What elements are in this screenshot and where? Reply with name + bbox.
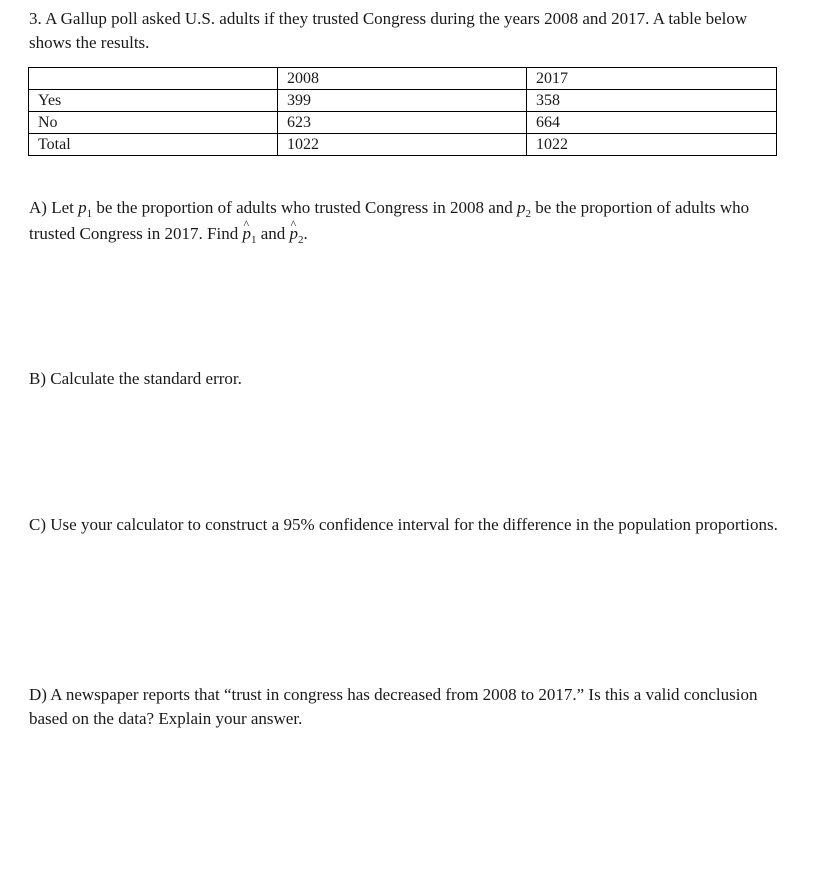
question-a-text: and: [256, 224, 290, 243]
header-cell-empty: [29, 68, 278, 90]
p1-hat-symbol: [242, 224, 257, 246]
p-letter: p: [517, 198, 526, 217]
table-cell: 1022: [527, 134, 777, 156]
table-cell: 623: [278, 112, 527, 134]
table-row-no: [29, 112, 777, 134]
subscript: 1: [86, 208, 93, 220]
question-number: 3.: [29, 9, 42, 28]
question-b: B) Calculate the standard error.: [29, 369, 242, 388]
table-cell: 1022: [278, 134, 527, 156]
p2-symbol: [517, 198, 532, 220]
question-a-text: be the proportion of adults who trusted Congress in 2017. Find: [29, 198, 750, 243]
header-cell-2017: 2017: [527, 68, 777, 90]
p1-symbol: [78, 198, 93, 220]
subscript: 1: [250, 234, 257, 246]
question-a-text: .: [303, 224, 308, 243]
table-row-total: [29, 134, 777, 156]
row-label: No: [29, 112, 278, 134]
question-a-text: be the proportion of adults who trusted Congress in 2008 and: [92, 198, 518, 217]
results-table: [28, 67, 777, 156]
table-cell: 399: [278, 90, 527, 112]
p2-hat-symbol: [289, 224, 304, 246]
subscript: 2: [298, 234, 304, 246]
question-c: C) Use your calculator to construct a 95% confidence interval for the difference in the population proportions.: [29, 515, 778, 534]
question-d: D) A newspaper reports that “trust in congress has decreased from 2008 to 2017.” Is this a valid conclusion based on the data? Explain your answer.: [29, 685, 758, 728]
row-label: Total: [29, 134, 278, 156]
question-a-text: A) Let: [29, 198, 79, 217]
table-header-row: [29, 68, 777, 90]
table-cell: 358: [527, 90, 777, 112]
row-label: Yes: [29, 90, 278, 112]
question-3-intro: [29, 7, 789, 55]
table-row-yes: [29, 90, 777, 112]
p-letter: ^ p: [242, 222, 251, 246]
question-a: [29, 196, 789, 248]
p-letter: ^ p: [290, 222, 299, 246]
table-cell: 664: [527, 112, 777, 134]
question-intro-text: A Gallup poll asked U.S. adults if they trusted Congress during the years 2008 and 2017. A table below shows the results.: [29, 9, 748, 52]
p-letter: p: [78, 198, 87, 217]
subscript: 2: [525, 208, 532, 220]
header-cell-2008: 2008: [278, 68, 527, 90]
